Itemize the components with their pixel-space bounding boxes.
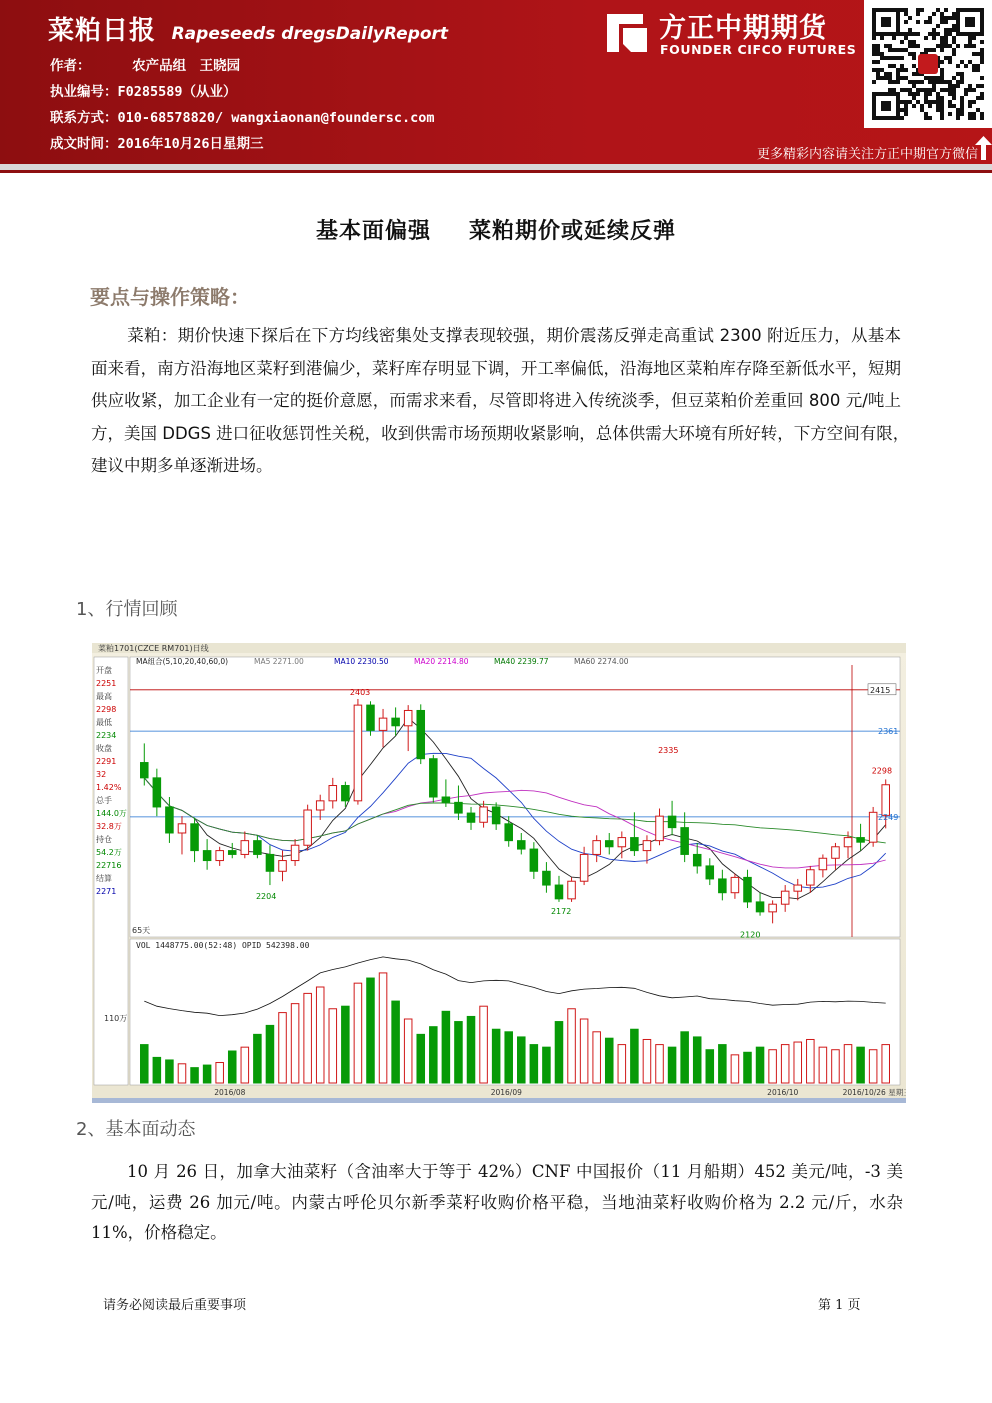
volume-bar [141,1045,149,1083]
side-panel-value: 54.2万 [96,848,122,857]
volume-bar [643,1039,651,1083]
candle-body [430,759,438,797]
side-panel-value: 1.42% [96,783,122,792]
side-panel-value: 2291 [96,757,117,766]
price-label: 2298 [871,766,893,776]
candle-body [279,861,287,872]
founder-logo [603,6,857,62]
side-panel-value: 2251 [96,679,117,688]
price-label: 2249 [878,812,899,822]
side-panel-value: 2271 [96,887,117,896]
strategy-text: 菜粕：期价快速下探后在下方均线密集处支撑表现较强，期价震荡反弹走高重试 2300 附近压力，从基本面来看，南方沿海地区菜籽到港偏少，菜籽库存明显下调，开工率偏低，沿海地区菜粕库存降至新低水平，短期供应收紧，加工企业有一定的挺价意愿，而需求来看，尽管即将进入传统淡季，但豆菜粕价差重回 800 元/吨上方，美国 DDGS 进口征收惩罚性关税，收到供需市场预期收紧影响，总体供需大环境有所好转，下方空间有限， 建议中期多单逐渐进场。 [91,326,918,475]
volume-bar [580,1019,588,1083]
volume-bar [656,1045,664,1083]
author-line [50,54,240,74]
ma-legend-item: MA10 2230.50 [334,657,389,666]
candlestick-chart [92,643,906,1103]
strategy-heading: 要点与操作策略： [90,285,250,309]
candle-body [379,718,387,730]
report-brand [48,10,448,47]
chart-window-title: 菜粕1701(CZCE RM701)日线 [98,644,209,653]
volume-bar [631,1029,639,1083]
ma-legend-item: MA60 2274.00 [574,657,629,666]
candle-body [442,797,450,802]
volume-bar [681,1032,689,1083]
up-arrow-icon [975,136,992,160]
volume-bar [178,1064,186,1083]
wechat-qr-code[interactable] [864,0,992,128]
candle-body [580,854,588,881]
candle-body [329,786,337,801]
candle-body [656,816,664,841]
candle-body [756,902,764,912]
candle-body [530,849,538,871]
candle-body [719,879,727,893]
document-title-part2: 菜粕期价或延续反弹 [469,219,677,244]
candle-body [731,877,739,892]
price-chart [92,643,906,1103]
candle-body [241,841,249,855]
candle-body [216,851,224,861]
date-label: 成文时间： [50,136,118,152]
date-line [50,132,264,152]
volume-bar [329,1009,337,1083]
candle-body [693,854,701,865]
candle-body [769,904,777,912]
candle-body [228,851,236,855]
volume-bar [367,978,375,1083]
side-panel-value: 开盘 [96,666,112,675]
volume-bar [492,1029,500,1083]
volume-bar [593,1032,601,1083]
candle-body [832,847,840,858]
ma-legend-item: MA40 2239.77 [494,657,549,666]
candle-body [819,858,827,869]
document-title [0,214,992,245]
candle-body [681,828,689,855]
candle-body [354,705,362,801]
volume-bar [756,1047,764,1083]
volume-bar [844,1045,852,1083]
footer-page-number: 第 1 页 [818,1298,861,1313]
candle-body [304,810,312,845]
candle-body [291,845,299,860]
x-axis-label: 2016/09 [490,1088,522,1097]
candle-body [455,802,463,813]
volume-bar [254,1034,262,1083]
volume-bar [618,1045,626,1083]
side-panel-value: 2234 [96,731,117,740]
x-axis-label: 2016/08 [214,1088,246,1097]
side-panel-value: 32 [96,770,107,779]
section1-heading: 1、行情回顾 [76,599,178,620]
side-panel-value: 2298 [96,705,117,714]
volume-bar [392,1001,400,1083]
volume-bar [203,1065,211,1083]
volume-bar [832,1050,840,1083]
volume-bar [719,1045,727,1083]
volume-bar [279,1013,287,1083]
candle-body [266,854,274,871]
volume-bar [291,1004,299,1083]
candle-body [505,824,513,841]
candle-body [178,824,186,833]
x-axis-label: 2016/10/26 星期三 [842,1088,906,1097]
candle-body [555,885,563,899]
volume-bar [543,1047,551,1083]
side-panel-value: 最低 [96,718,112,727]
side-panel-value: 结算 [96,874,112,883]
candle-body [643,841,651,851]
volume-bar [555,1022,563,1083]
volume-bar [417,1034,425,1083]
volume-bar [706,1050,714,1083]
license-value: F0285589（从业） [117,84,237,100]
candle-body [882,785,890,816]
candle-body [254,841,262,855]
volume-bar [430,1027,438,1083]
volume-bar [455,1022,463,1083]
volume-bar [153,1057,161,1083]
price-label: 2172 [550,906,572,916]
candle-body [781,891,789,904]
side-panel-value: 最高 [96,692,112,701]
volume-bar [781,1045,789,1083]
candle-body [392,718,400,726]
candle-body [203,851,211,861]
volume-bar [228,1051,236,1083]
price-label: 2403 [349,687,371,697]
fundamentals-text: 10 月 26 日，加拿大油菜籽（含油率大于等于 42%）CNF 中国报价（11 月船期）452 美元/吨，-3 美元/吨，运费 26 加元/吨。内蒙古呼伦贝尔新季菜籽收购价格平稳，当地油菜籽收购价格为 2.2 元/斤，水杂 11%，价格稳定。 [91,1162,903,1242]
section2-heading: 2、基本面动态 [76,1119,196,1140]
price-label: 2204 [255,891,277,901]
ma-legend-item: MA5 2271.00 [254,657,304,666]
candle-body [543,871,551,885]
candle-body [480,807,488,822]
contact-label: 联系方式： [50,110,118,126]
volume-bar [819,1047,827,1083]
price-label: 2335 [658,746,679,756]
candle-body [417,710,425,758]
volume-bar [266,1025,274,1083]
volume-bar [505,1032,513,1083]
candle-body [467,813,475,822]
follow-text: 更多精彩内容请关注方正中期官方微信 [756,147,978,162]
ma-legend-item: MA20 2214.80 [414,657,469,666]
volume-bar [342,1006,350,1083]
side-panel-value: 22716 [96,861,122,870]
candle-body [605,841,613,847]
fundamentals-paragraph [91,1157,903,1249]
strategy-paragraph [91,320,918,483]
founder-logo-icon [603,8,651,56]
volume-bar [769,1050,777,1083]
volume-bar [693,1037,701,1083]
volume-bar [354,983,362,1083]
candle-body [869,812,877,842]
volume-bar [166,1060,174,1083]
license-line [50,80,237,100]
volume-bar [216,1063,224,1083]
report-title-zh: 菜粕日报 [48,16,157,46]
volume-bar [480,1006,488,1083]
candle-body [191,824,199,851]
price-label: 2361 [878,727,899,737]
volume-bar [882,1045,890,1083]
volume-bar [807,1039,815,1083]
price-label: 2415 [870,685,891,695]
side-panel-value: 持仓 [96,835,112,844]
author-value: 农产品组 王晓园 [132,58,241,74]
license-label: 执业编号： [50,84,118,100]
candle-body [141,763,149,778]
candle-body [153,778,161,807]
volume-bar [869,1050,877,1083]
side-panel-value: 144.0万 [96,809,127,818]
volume-bar [857,1047,865,1083]
volume-bar [467,1016,475,1083]
volume-bar [794,1042,802,1083]
candle-body [744,877,752,902]
side-panel-value: 收盘 [96,744,112,753]
side-panel-value: 总手 [96,796,112,805]
volume-bar [668,1047,676,1083]
author-label: 作者： [50,58,91,74]
candle-body [631,838,639,851]
volume-bar [442,1011,450,1083]
days-label: 65天 [132,926,151,935]
candle-body [668,816,676,827]
volume-bar [304,993,312,1083]
candle-body [706,866,714,879]
candle-body [316,801,324,810]
volume-header: VOL 1448775.00(52:48) OPID 542398.00 [136,941,310,950]
report-title-en: Rapeseeds dregsDailyReport [171,24,449,44]
volume-bar [530,1045,538,1083]
volume-bar [518,1037,526,1083]
volume-bar [605,1038,613,1083]
price-label: 2120 [740,930,761,940]
contact-line [50,106,434,126]
candle-body [166,807,174,833]
volume-bar [316,987,324,1083]
volume-bar [191,1068,199,1083]
candle-body [593,841,601,855]
volume-bar [568,1009,576,1083]
candle-body [518,841,526,849]
candle-body [342,786,350,801]
candle-body [857,838,865,843]
contact-value[interactable]: 010-68578820/ wangxiaonan@foundersc.com [117,110,435,126]
candle-body [844,838,852,847]
volume-bar [744,1052,752,1083]
banner-divider-red [0,170,992,173]
volume-axis-label: 110万 [104,1014,128,1023]
header-banner [0,0,992,164]
candle-body [618,838,626,847]
side-panel-value: 32.8万 [96,822,122,831]
logo-cn: 方正中期期货 [659,13,827,44]
volume-bar [241,1047,249,1083]
date-value: 2016年10月26日星期三 [117,136,264,152]
document-title-part1: 基本面偏强 [315,219,431,244]
candle-body [568,881,576,899]
candle-body [807,870,815,885]
ma-legend-item: MA组合(5,10,20,40,60,0) [136,657,229,666]
candle-body [794,885,802,891]
volume-bar [731,1055,739,1083]
candle-body [367,705,375,730]
footer-notice: 请务必阅读最后重要事项 [103,1298,247,1313]
x-axis-label: 2016/10 [767,1088,799,1097]
candle-body [492,807,500,824]
candle-body [404,710,412,725]
volume-bar [404,1019,412,1083]
logo-en: FOUNDER CIFCO FUTURES [660,42,857,57]
volume-bar [379,973,387,1083]
